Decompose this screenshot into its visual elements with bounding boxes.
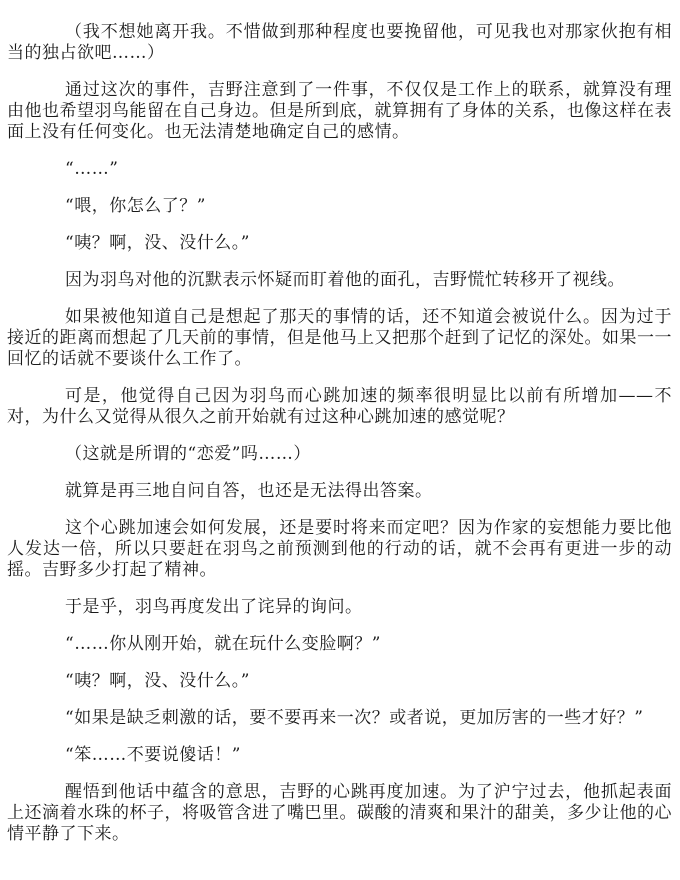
paragraph: “如果是缺乏刺激的话，要不要再来一次？或者说，更加厉害的一些才好？” (65, 708, 644, 728)
paragraph: （这就是所谓的“恋爱”吗……） (65, 444, 311, 464)
page-content (7, 22, 672, 845)
paragraph: “……你从刚开始，就在玩什么变脸啊？” (65, 634, 381, 654)
paragraph: “咦？啊，没、没什么。” (65, 233, 250, 253)
paragraph: 通过这次的事件，吉野注意到了一件事，不仅仅是工作上的联系，就算没有理由他也希望羽鸟能留在自己身边。但是所到底，就算拥有了身体的关系，也像这样在表面上没有任何变化。也无法清楚地确定自己的感情。 (7, 80, 672, 142)
paragraph: “喂，你怎么了？” (65, 196, 206, 216)
paragraph: 于是乎，羽鸟再度发出了诧异的询问。 (65, 597, 363, 617)
paragraph: 这个心跳加速会如何发展，还是要时将来而定吧？因为作家的妄想能力要比他人发达一倍，所以只要赶在羽鸟之前预测到他的行动的话，就不会再有更进一步的动摇。吉野多少打起了精神。 (7, 518, 672, 580)
paragraph: “咦？啊，没、没什么。” (65, 671, 250, 691)
paragraph: 如果被他知道自己是想起了那天的事情的话，还不知道会被说什么。因为过于接近的距离而想起了几天前的事情，但是他马上又把那个赶到了记忆的深处。如果一一回忆的话就不要谈什么工作了。 (7, 307, 672, 369)
paragraph: 因为羽鸟对他的沉默表示怀疑而盯着他的面孔，吉野慌忙转移开了视线。 (65, 270, 625, 290)
paragraph: “笨……不要说傻话！” (65, 745, 241, 765)
paragraph: 就算是再三地自问自答，也还是无法得出答案。 (65, 481, 433, 501)
paragraph: “……” (65, 159, 119, 179)
paragraph: 醒悟到他话中蕴含的意思，吉野的心跳再度加速。为了沪宁过去，他抓起表面上还滴着水珠的杯子，将吸管含进了嘴巴里。碳酸的清爽和果汁的甜美，多少让他的心情平静了下来。 (7, 782, 672, 844)
paragraph: 可是，他觉得自己因为羽鸟而心跳加速的频率很明显比以前有所增加——不对，为什么又觉得从很久之前开始就有过这种心跳加速的感觉呢？ (7, 386, 672, 427)
paragraph: （我不想她离开我。不惜做到那种程度也要挽留他，可见我也对那家伙抱有相当的独占欲吧……） (7, 22, 672, 63)
